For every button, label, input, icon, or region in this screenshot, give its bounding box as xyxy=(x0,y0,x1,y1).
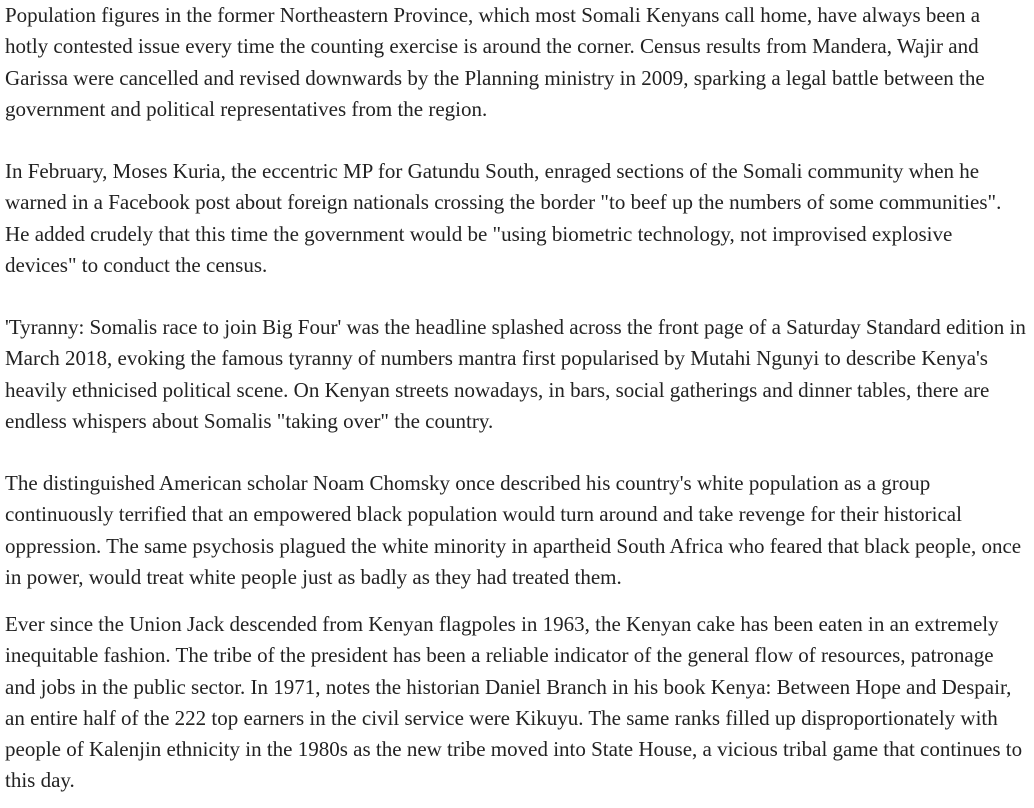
paragraph-moses-kuria: In February, Moses Kuria, the eccentric MP for Gatundu South, enraged sections of the Somali community when he warned in a Facebook post about foreign nationals crossing the border "to beef up the numbers of some communities". He added crudely that this time the government would be "using biometric technology, not improvised explosive devices" to conduct the census. xyxy=(5,159,1002,277)
paragraph-chomsky: The distinguished American scholar Noam Chomsky once described his country's white population as a group continuously terrified that an empowered black population would turn around and take revenge for their historical oppression. The same psychosis plagued the white minority in apartheid South Africa who feared that black people, once in power, would treat white people just as badly as they had treated them. xyxy=(5,471,1022,589)
paragraph-kenyan-cake: Ever since the Union Jack descended from Kenyan flagpoles in 1963, the Kenyan cake has been eaten in an extremely inequitable fashion. The tribe of the president has been a reliable indicator of the general flow of resources, patronage and jobs in the public sector. In 1971, notes the historian Daniel Branch in his book Kenya: Between Hope and Despair, an entire half of the 222 top earners in the civil service were Kikuyu. The same ranks filled up disproportionately with people of Kalenjin ethnicity in the 1980s as the new tribe moved into State House, a vicious tribal game that continues to this day. xyxy=(5,612,1023,793)
paragraph-tyranny-headline: 'Tyranny: Somalis race to join Big Four' was the headline splashed across the front page of a Saturday Standard edition in March 2018, evoking the famous tyranny of numbers mantra first popularised by Mutahi Ngunyi to describe Kenya's heavily ethnicised political scene. On Kenyan streets nowadays, in bars, social gatherings and dinner tables, there are endless whispers about Somalis "taking over" the country. xyxy=(5,315,1026,433)
paragraph-northeastern-census: Population figures in the former Northeastern Province, which most Somali Kenyans call home, have always been a hotly contested issue every time the counting exercise is around the corner. Census results from Mandera, Wajir and Garissa were cancelled and revised downwards by the Planning ministry in 2009, sparking a legal battle between the government and political representatives from the region. xyxy=(5,3,985,121)
